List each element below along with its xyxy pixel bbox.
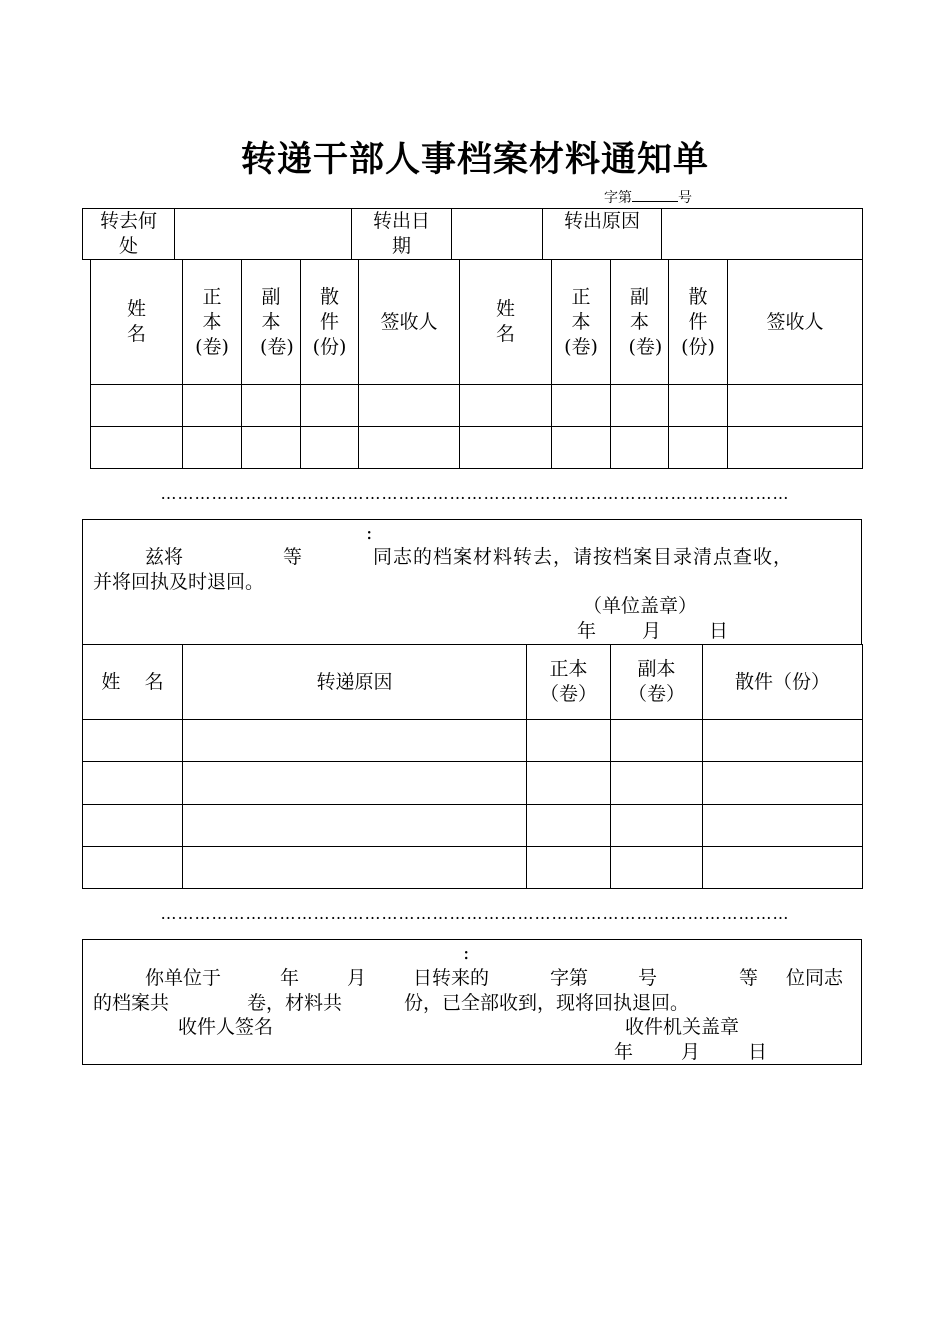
col-loose-2: 散件(份) xyxy=(669,260,728,385)
receipt-month: 月 xyxy=(347,967,367,989)
col-loose: 散件（份） xyxy=(703,645,863,720)
doc-number-prefix: 字第 xyxy=(604,190,632,206)
col-copy: 副本（卷） xyxy=(611,645,703,720)
cut-line-2: ………………………………………………………………………………………………… xyxy=(160,904,790,923)
receipt-year: 年 xyxy=(280,967,300,989)
col-name-2: 姓名 xyxy=(460,260,552,385)
receipt-colon: : xyxy=(463,942,470,964)
col-name: 姓 名 xyxy=(83,645,183,720)
col-original: 正本（卷） xyxy=(527,645,611,720)
reason-field[interactable] xyxy=(662,209,863,260)
org-seal: 收件机关盖章 xyxy=(625,1016,740,1038)
col-loose: 散件(份) xyxy=(301,260,359,385)
destination-field[interactable] xyxy=(175,209,352,260)
table-row xyxy=(83,804,863,846)
doc-number-blank[interactable] xyxy=(632,189,678,202)
col-signer-2: 签收人 xyxy=(728,260,863,385)
col-copy-2: 副本(卷) xyxy=(611,260,669,385)
doc-number-suffix: 号 xyxy=(678,190,692,206)
col-name: 姓名 xyxy=(91,260,183,385)
transfer-list-table xyxy=(90,259,863,469)
notice-text-b: 等 xyxy=(283,546,303,568)
table-row xyxy=(83,720,863,762)
receipt-text-h: 位同志 xyxy=(786,967,844,989)
receipt-text-l2a: 的档案共 xyxy=(93,992,170,1014)
notice-text-c: 同志的档案材料转去，请按档案目录清点查收， xyxy=(373,546,794,568)
receipt-date-year: 年 xyxy=(614,1041,634,1063)
receipt-date-day: 日 xyxy=(748,1041,768,1063)
receipt-text-e: 字第 xyxy=(550,967,589,989)
page-title: 转递干部人事档案材料通知单 xyxy=(240,140,709,180)
receipt-text-d: 日转来的 xyxy=(413,967,490,989)
notice-month: 月 xyxy=(642,620,662,642)
date-label: 转出日期 xyxy=(352,209,452,260)
table-row xyxy=(83,762,863,804)
notice-colon: : xyxy=(366,522,373,544)
notice-text-a: 兹将 xyxy=(145,546,184,568)
transfer-reason-table xyxy=(82,644,863,889)
receipt-text-l2c: 份，已全部收到，现将回执退回。 xyxy=(404,992,690,1014)
receipt-text-f: 号 xyxy=(638,967,658,989)
table-row xyxy=(91,427,863,469)
col-original-2: 正本(卷) xyxy=(552,260,611,385)
receipt-date-month: 月 xyxy=(681,1041,701,1063)
destination-label: 转去何处 xyxy=(83,209,175,260)
col-copy: 副本(卷) xyxy=(242,260,301,385)
notice-text-line2: 并将回执及时退回。 xyxy=(93,571,265,593)
receiver-signature: 收件人签名 xyxy=(178,1016,274,1038)
transfer-header-table xyxy=(82,208,863,260)
unit-seal: （单位盖章） xyxy=(583,595,698,617)
col-reason: 转递原因 xyxy=(183,645,527,720)
table-row xyxy=(91,385,863,427)
receipt-text-g: 等 xyxy=(739,967,759,989)
reason-label: 转出原因 xyxy=(543,209,662,260)
notice-year: 年 xyxy=(577,620,597,642)
col-signer: 签收人 xyxy=(359,260,460,385)
receipt-text-l2b: 卷，材料共 xyxy=(247,992,343,1014)
notice-day: 日 xyxy=(709,620,729,642)
receipt-text-a: 你单位于 xyxy=(145,967,222,989)
document-number xyxy=(604,187,692,207)
table-row xyxy=(83,846,863,888)
col-original: 正本(卷) xyxy=(183,260,242,385)
date-field[interactable] xyxy=(452,209,543,260)
cut-line: ………………………………………………………………………………………………… xyxy=(160,484,790,503)
